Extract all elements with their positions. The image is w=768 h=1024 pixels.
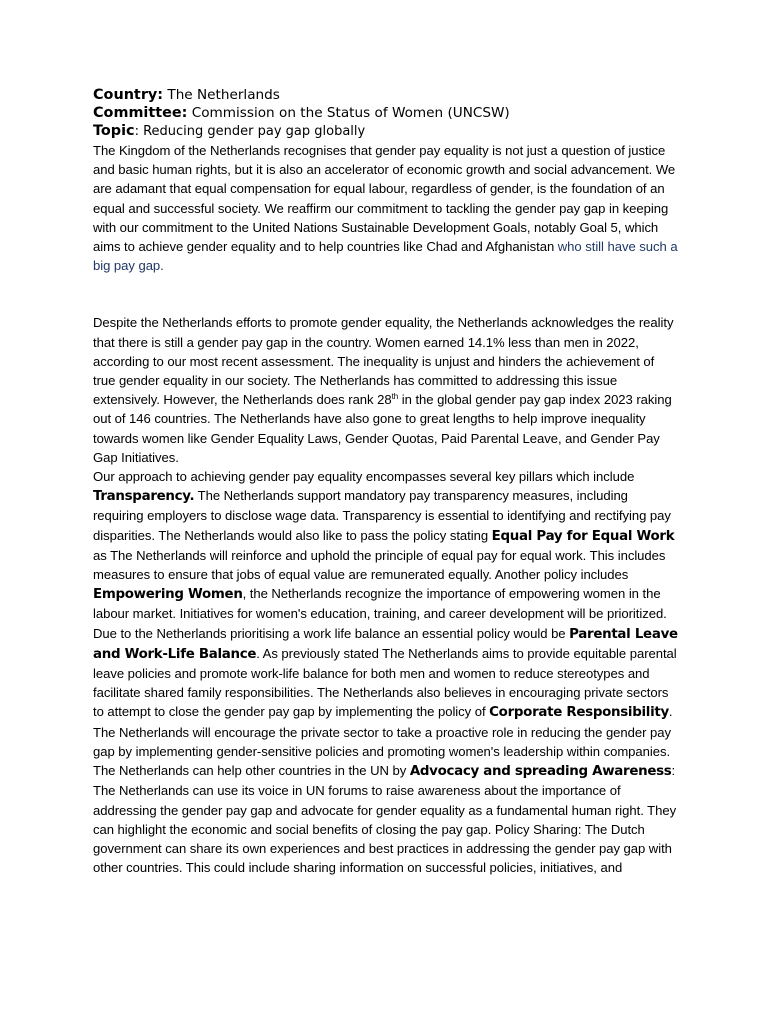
paragraph-situation-text-b: in the global gender pay gap index 2023 raking out of 146 countries. The Netherlands have also gone to great lengths to help improve inequality towards women like Gender Equality Laws, Gender Quotas, Paid Parental Leave, and Gender Pay Gap Initiatives. <box>93 392 672 465</box>
committee-line <box>93 104 678 122</box>
ordinal-suffix: th <box>391 392 399 402</box>
topic-value: : Reducing gender pay gap globally <box>134 124 366 139</box>
approach-text-7: : The Netherlands can use its voice in UN forums to raise awareness about the importance of addressing the gender pay gap and advocate for gender equality as a fundamental human right. They can highlight the economic and social benefits of closing the pay gap. Policy Sharing: The Dutch government can share its own experiences and best practices in addressing the gender pay gap with other countries. This could include sharing information on successful policies, initiatives, and <box>93 763 677 876</box>
country-line <box>93 86 678 104</box>
approach-text-5: . As previously stated The Netherlands aims to provide equitable parental leave policies and promote work-life balance for both men and women to reduce stereotypes and facilitate shared family responsibilities. The Netherlands also believes in encouraging private sectors to attempt to close the gender pay gap by implementing the policy of <box>93 645 677 720</box>
keyword-empowering-women: Empowering Women <box>93 587 243 603</box>
keyword-transparency: Transparency. <box>93 489 195 505</box>
keyword-advocacy: Advocacy and spreading Awareness <box>409 764 672 780</box>
blank-line <box>93 275 678 313</box>
paragraph-intro-text: The Kingdom of the Netherlands recognises that gender pay equality is not just a question of justice and basic human rights, but it is also an accelerator of economic growth and social advancement. We are adamant that equal compensation for equal labour, regardless of gender, is the foundation of an equal and successful society. We reaffirm our commitment to tackling the gender pay gap in keeping with our commitment to the United Nations Sustainable Development Goals, notably Goal 5, which aims to achieve gender equality and to help countries like Chad and Afghanistan <box>93 143 676 255</box>
topic-line <box>93 122 678 141</box>
country-label: Country: <box>93 87 164 103</box>
paragraph-approach <box>93 467 678 877</box>
paragraph-situation-text-a: Despite the Netherlands efforts to promote gender equality, the Netherlands acknowledges the reality that there is still a gender pay gap in the country. Women earned 14.1% less than men in 2022, according to our most recent assessment. The inequality is unjust and hinders the achievement of true gender equality in our society. The Netherlands has committed to addressing this issue extensively. However, the Netherlands does rank 28 <box>93 315 674 408</box>
approach-text-1: Our approach to achieving gender pay equality encompasses several key pillars which include <box>93 469 635 485</box>
keyword-equal-pay: Equal Pay for Equal Work <box>491 528 675 544</box>
document-body <box>93 86 678 877</box>
topic-label: Topic <box>93 123 135 139</box>
approach-text-6: . The Netherlands will encourage the private sector to take a proactive role in reducing the gender pay gap by implementing gender-sensitive policies and promoting women's leadership within companies. The Netherlands can help other countries in the UN by <box>93 704 673 779</box>
country-value: The Netherlands <box>167 87 280 103</box>
approach-text-3: as The Netherlands will reinforce and uphold the principle of equal pay for equal work. This includes measures to ensure that jobs of equal value are remunerated equally. Another policy includes <box>93 547 666 583</box>
paragraph-intro <box>93 141 678 275</box>
paragraph-situation <box>93 313 678 467</box>
keyword-corporate-responsibility: Corporate Responsibility <box>489 705 669 721</box>
approach-text-2: The Netherlands support mandatory pay transparency measures, including requiring employers to disclose wage data. Transparency is essential to identifying and rectifying pay disparities. The Netherlands would also like to pass the policy stating <box>93 488 671 543</box>
committee-label: Committee: <box>93 105 188 121</box>
paragraph-intro-tail: who still have such a big pay gap. <box>93 239 678 274</box>
committee-value: Commission on the Status of Women (UNCSW) <box>191 105 510 121</box>
approach-text-4: , the Netherlands recognize the importance of empowering women in the labour market. Initiatives for women's education, training, and career development will be prioritized. Due to the Netherlands prioritising a work life balance an essential policy would be <box>93 586 667 641</box>
keyword-parental-leave: Parental Leave and Work-Life Balance <box>93 626 678 662</box>
